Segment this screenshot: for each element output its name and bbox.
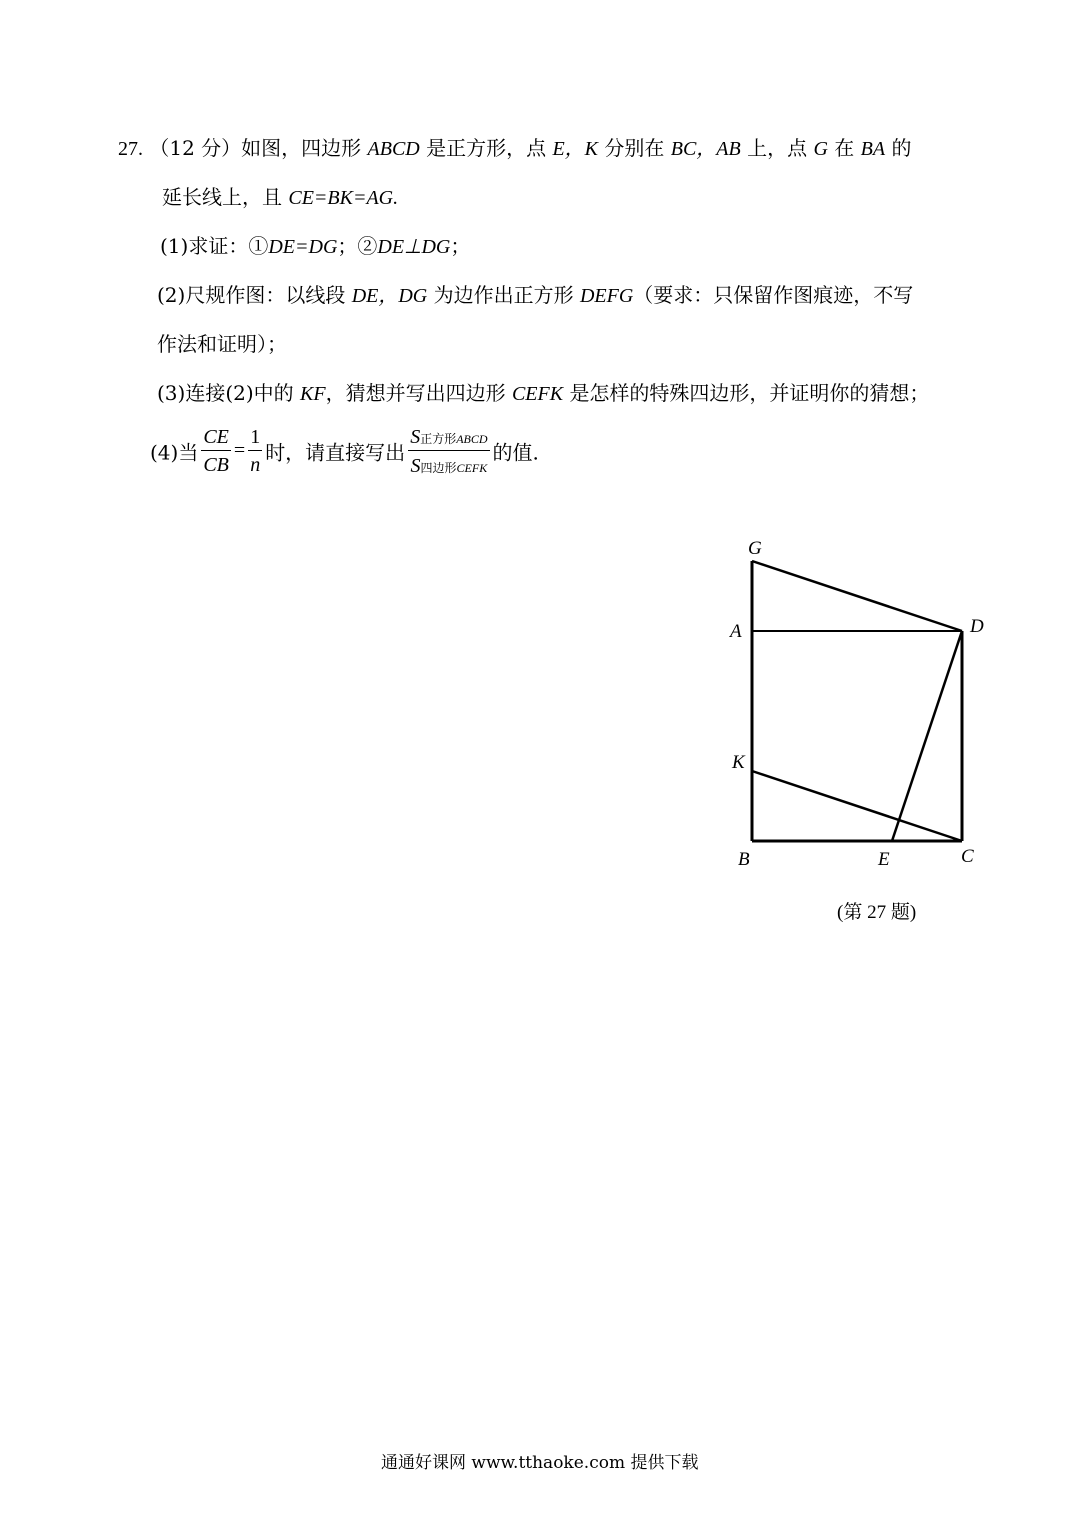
text-segment: ；② (337, 234, 378, 258)
math-abcd: ABCD (367, 138, 420, 160)
fraction-numerator (408, 425, 489, 451)
label-b: B (738, 849, 750, 870)
question-1 (160, 230, 470, 259)
label-e: E (878, 849, 890, 870)
label-d: D (970, 616, 984, 637)
math-s: S (410, 426, 421, 448)
fraction-area-ratio (408, 425, 489, 477)
fraction-denominator: n (250, 454, 261, 476)
question-4 (150, 425, 539, 477)
text-segment: ，猜想并写出四边形 (325, 381, 506, 405)
text-segment: 的值. (492, 440, 539, 465)
math-kf: KF (300, 383, 326, 405)
math-de-eq-dg: DE=DG (268, 236, 338, 258)
math-de-dg: DE，DG (351, 285, 428, 307)
figure-svg (715, 530, 995, 870)
text-segment: 是正方形，点 (426, 136, 547, 160)
text-segment: 的 (891, 136, 912, 160)
subscript-en: ABCD (456, 432, 488, 446)
fraction-denominator: CB (203, 454, 229, 476)
geometry-figure (715, 530, 995, 870)
text-segment: (1)求证：① (160, 234, 269, 258)
math-s: S (410, 455, 421, 477)
math-ba: BA (860, 138, 886, 160)
subscript-cn: 正方形 (420, 432, 457, 446)
text-segment: (2)尺规作图：以线段 (157, 283, 346, 307)
text-segment: 是怎样的特殊四边形，并证明你的猜想； (569, 381, 930, 405)
segment-gd (752, 561, 962, 631)
text-segment: 延长线上，且 (162, 185, 282, 209)
math-defg: DEFG (579, 285, 634, 307)
text-segment: ； (450, 234, 471, 258)
math-g: G (813, 138, 828, 160)
text-segment: (3)连接(2)中的 (157, 381, 294, 405)
segment-de (892, 631, 962, 841)
equals-sign: = (233, 439, 246, 462)
question-3 (157, 377, 929, 406)
figure-caption: (第 27 题) (837, 902, 917, 923)
label-a: A (730, 621, 742, 642)
math-ek: E，K (552, 138, 599, 160)
text-segment: 如图，四边形 (241, 136, 362, 160)
math-de-perp-dg: DE⊥DG (377, 236, 451, 258)
text-segment: 在 (834, 136, 855, 160)
problem-line-2 (162, 181, 398, 210)
footer-source: 通通好课网 www.tthaoke.com 提供下载 (381, 1453, 699, 1473)
text-segment: 上，点 (747, 136, 808, 160)
text-segment: (4)当 (150, 440, 199, 465)
math-cefk: CEFK (511, 383, 564, 405)
text-segment: 时，请直接写出 (265, 440, 406, 465)
question-2 (157, 279, 913, 308)
text-segment: 作法和证明）； (157, 332, 287, 356)
fraction-one-n (248, 426, 262, 476)
problem-line-1 (118, 132, 911, 161)
label-k: K (732, 752, 745, 773)
fraction-numerator: CE (201, 426, 231, 451)
math-condition: CE=BK=AG. (288, 187, 399, 209)
label-c: C (961, 846, 974, 867)
math-bc-ab: BC，AB (670, 138, 741, 160)
fraction-ce-cb (201, 426, 231, 476)
problem-points: （12 分） (149, 136, 242, 160)
problem-number: 27. (118, 138, 143, 160)
text-segment: 为边作出正方形 (433, 283, 574, 307)
segment-kc (752, 771, 962, 841)
subscript-en: CEFK (456, 461, 488, 475)
label-g: G (748, 538, 762, 559)
text-segment: （要求：只保留作图痕迹，不写 (633, 283, 914, 307)
subscript-cn: 四边形 (420, 461, 457, 475)
question-2-line-2 (157, 328, 287, 357)
fraction-denominator (408, 451, 489, 477)
fraction-numerator: 1 (248, 426, 262, 451)
text-segment: 分别在 (604, 136, 665, 160)
